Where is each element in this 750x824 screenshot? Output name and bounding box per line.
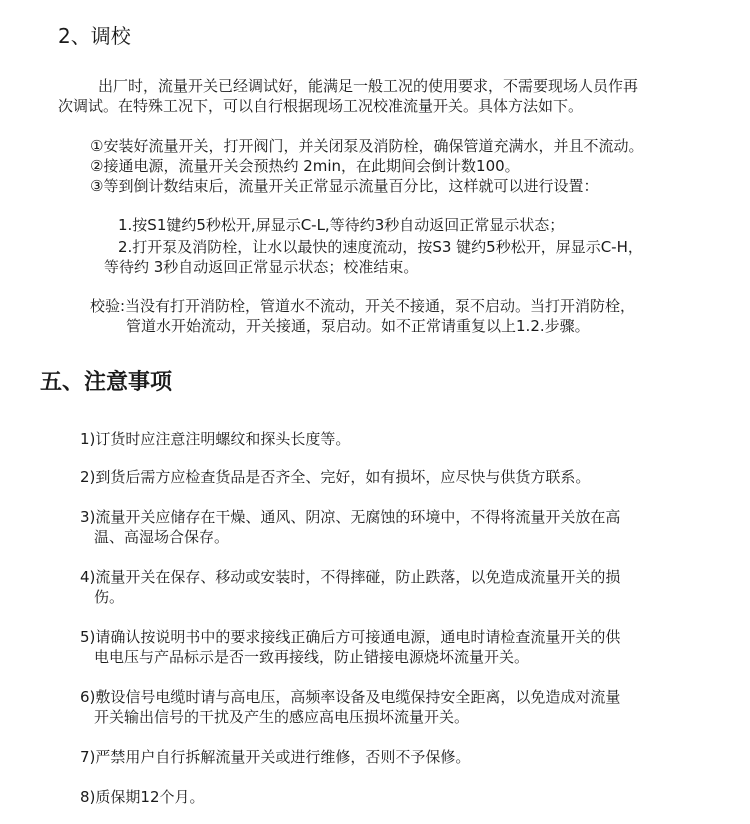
- notes-heading: 五、注意事项: [40, 370, 173, 395]
- calibration-step: ②接通电源，流量开关会预热约 2min，在此期间会倒计数100。: [90, 157, 520, 175]
- note-item: 6)敷设信号电缆时请与高电压，高频率设备及电缆保持安全距离，以免造成对流量: [80, 688, 621, 706]
- calibration-substep: 1.按S1键约5秒松开,屏显示C-L,等待约3秒自动返回正常显示状态；: [118, 216, 565, 234]
- note-item: 1)订货时应注意注明螺纹和探头长度等。: [80, 430, 351, 448]
- intro-text: 出厂时，流量开关已经调试好，能满足一般工况的使用要求，不需要现场人员作再: [98, 77, 639, 95]
- note-item: 4)流量开关在保存、移动或安装时，不得摔碰，防止跌落，以免造成流量开关的损: [80, 568, 621, 586]
- note-item: 8)质保期12个月。: [80, 788, 205, 806]
- note-item: 5)请确认按说明书中的要求接线正确后方可接通电源，通电时请检查流量开关的供: [80, 628, 621, 646]
- calibration-step: ③等到倒计数结束后，流量开关正常显示流量百分比，这样就可以进行设置：: [90, 177, 599, 195]
- note-item: 7)严禁用户自行拆解流量开关或进行维修，否则不予保修。: [80, 748, 471, 766]
- calibration-heading: 2、调校: [58, 24, 131, 48]
- note-item: 温、高湿场合保存。: [94, 528, 230, 546]
- verification-text: 校验:当没有打开消防栓，管道水不流动，开关不接通，泵不启动。当打开消防栓，: [90, 297, 636, 315]
- intro-text: 次调试。在特殊工况下，可以自行根据现场工况校准流量开关。具体方法如下。: [58, 97, 584, 115]
- note-item: 开关输出信号的干扰及产生的感应高电压损坏流量开关。: [94, 708, 470, 726]
- note-item: 3)流量开关应储存在干燥、通风、阴凉、无腐蚀的环境中，不得将流量开关放在高: [80, 508, 621, 526]
- calibration-substep: 2.打开泵及消防栓，让水以最快的速度流动，按S3 键约5秒松开，屏显示C-H，: [118, 238, 643, 256]
- note-item: 2)到货后需方应检查货品是否齐全、完好，如有损坏，应尽快与供货方联系。: [80, 468, 591, 486]
- note-item: 伤。: [94, 588, 125, 606]
- calibration-substep: 等待约 3秒自动返回正常显示状态；校准结束。: [104, 258, 419, 276]
- calibration-step: ①安装好流量开关，打开阀门，并关闭泵及消防栓，确保管道充满水，并且不流动。: [90, 137, 644, 155]
- note-item: 电电压与产品标示是否一致再接线，防止错接电源烧坏流量开关。: [94, 648, 530, 666]
- verification-text: 管道水开始流动，开关接通，泵启动。如不正常请重复以上1.2.步骤。: [126, 317, 590, 335]
